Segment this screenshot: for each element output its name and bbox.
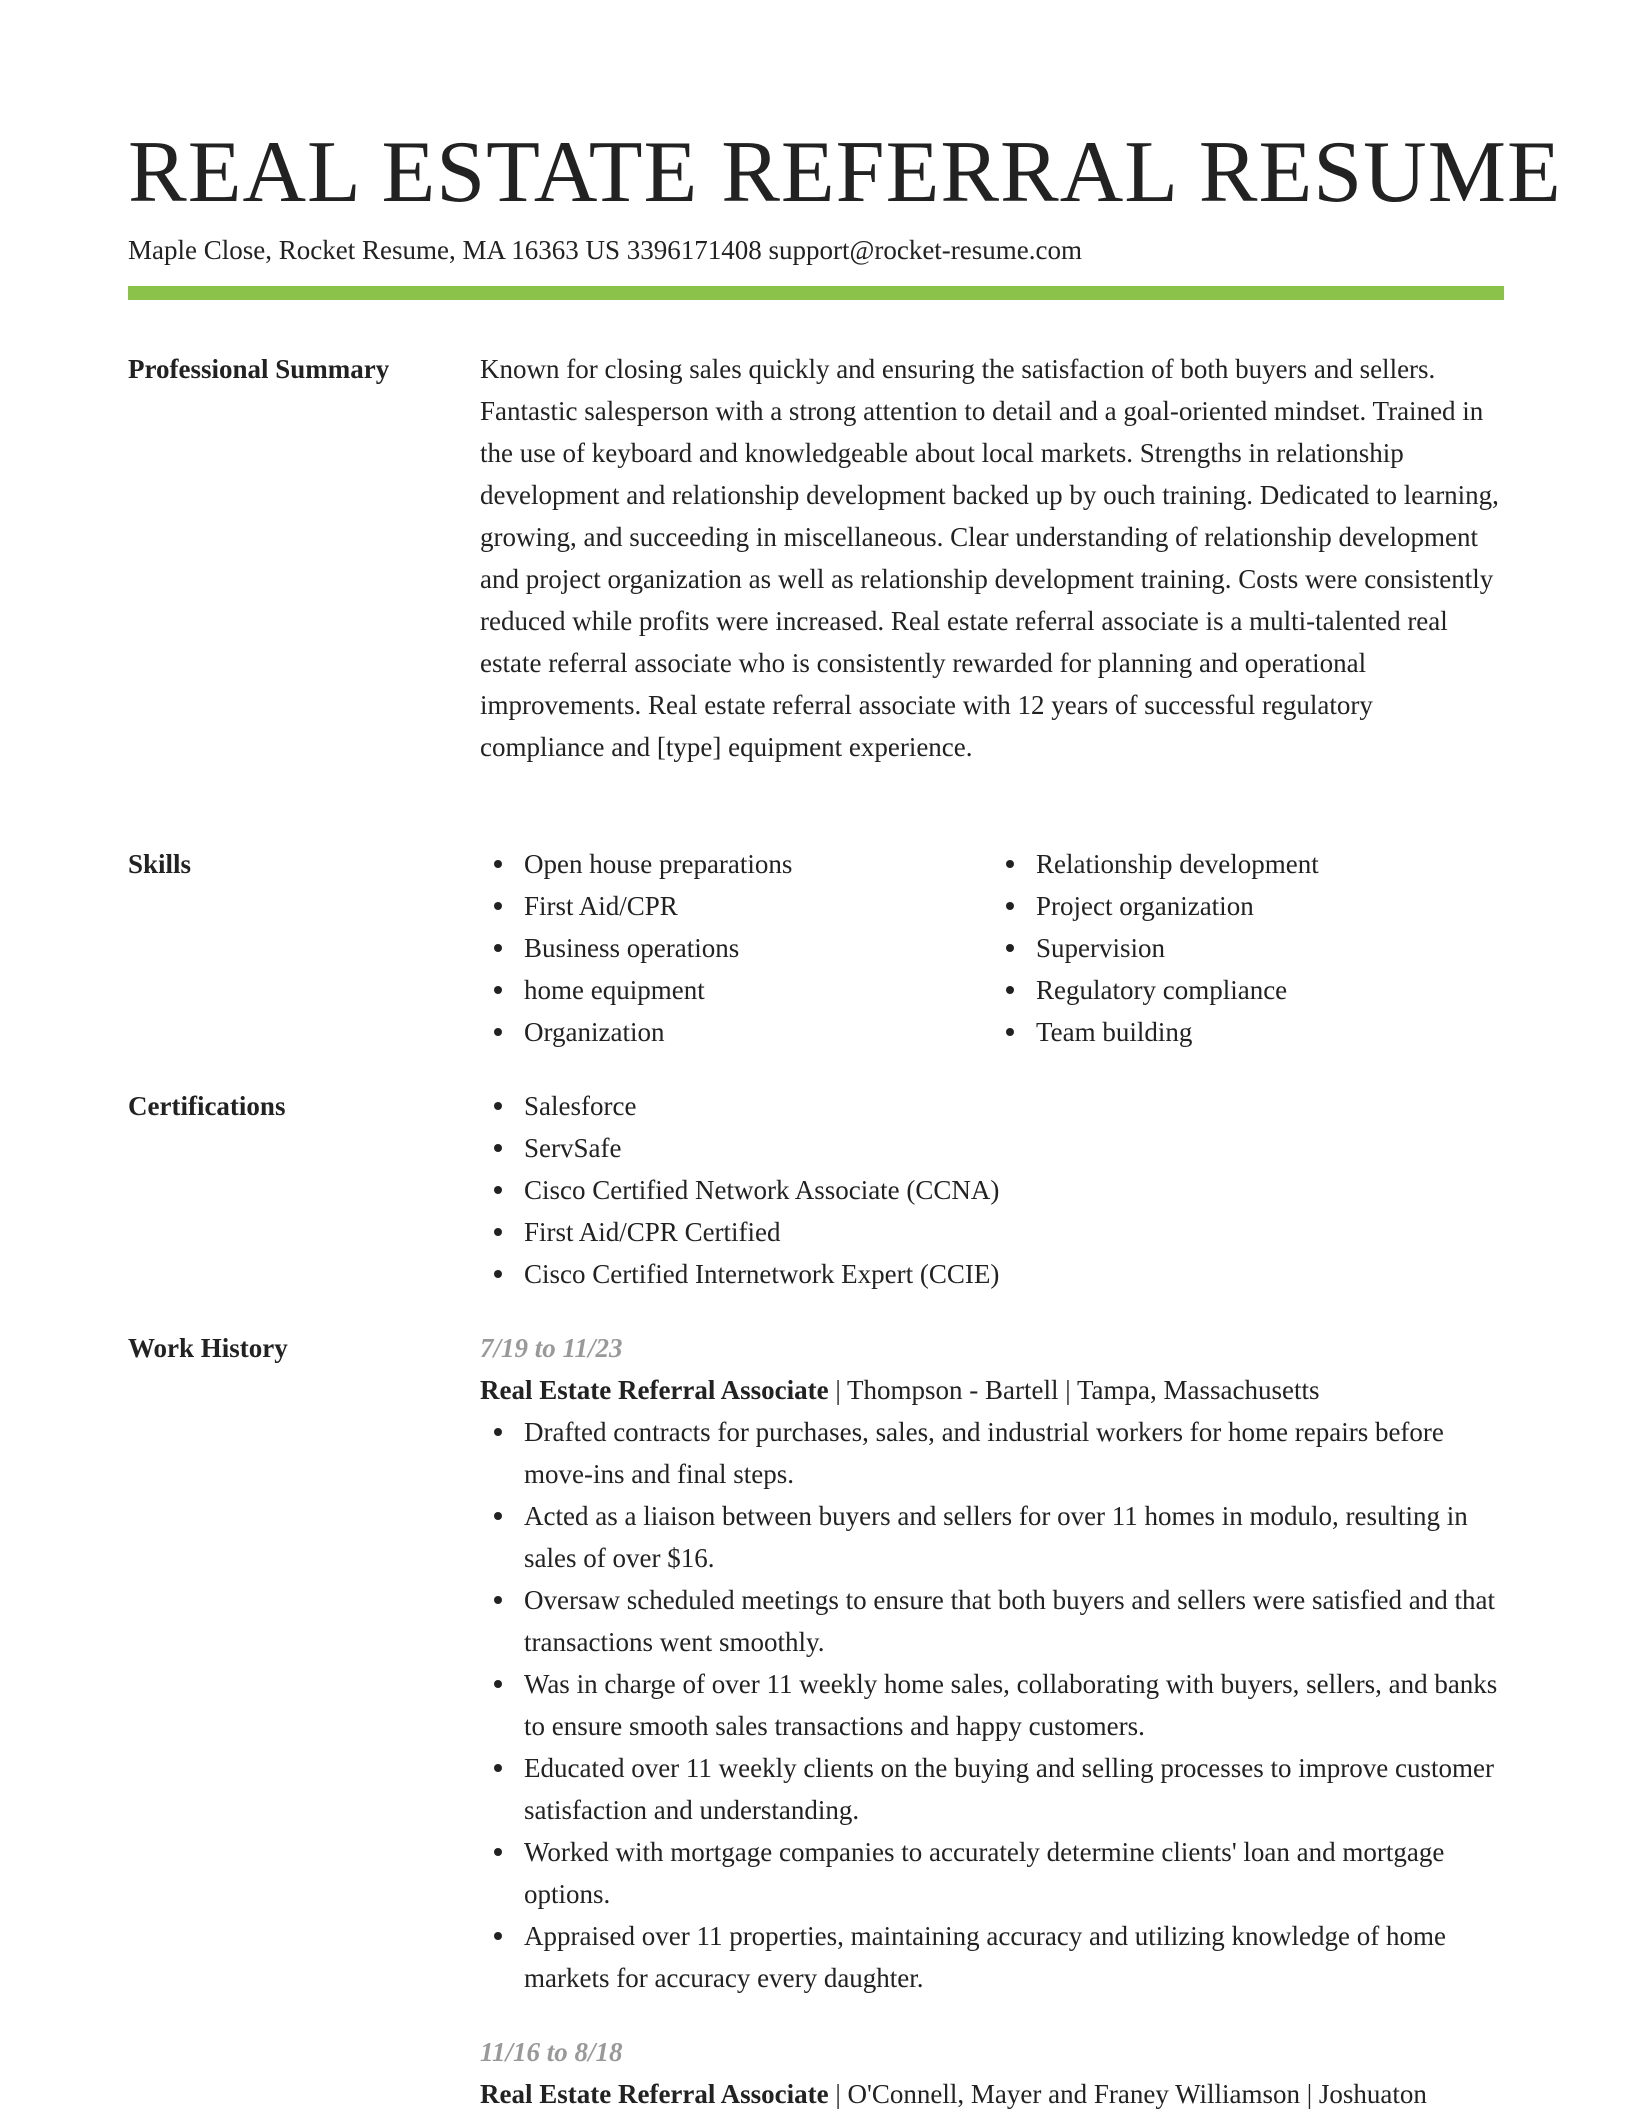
skill-item xyxy=(524,1011,992,1053)
summary-content xyxy=(480,348,1504,768)
skill-item xyxy=(1036,969,1504,1011)
certification-text: First Aid/CPR Certified xyxy=(524,1217,781,1247)
job-bullet-text: Was in charge of over 11 weekly home sales, collaborating with buyers, sellers, and banks to ensure smooth sales transactions and happy customers. xyxy=(524,1669,1498,1741)
bullet-icon xyxy=(494,1512,502,1520)
certification-item xyxy=(524,1085,1504,1127)
job-bullet-text: Acted as a liaison between buyers and sellers for over 11 homes in modulo, resulting in sales of over $16. xyxy=(524,1501,1468,1573)
summary-text: Known for closing sales quickly and ensuring the satisfaction of both buyers and sellers. Fantastic salesperson with a strong attention to detail and a goal-oriented mindset. Trained in the use of keyboard and knowledgeable about local markets. Strengths in relationship development and relationship development backed up by ouch training. Dedicated to learning, growing, and succeeding in miscellaneous. Clear understanding of relationship development and project organization as well as relationship development training. Costs were consistently reduced while profits were increased. Real estate referral associate is a multi-talented real estate referral associate who is consistently rewarded for planning and operational improvements. Real estate referral associate with 12 years of successful regulatory compliance and [type] equipment experience. xyxy=(480,354,1499,762)
job-entry xyxy=(480,1327,1504,1999)
job-bullet-text: Worked with mortgage companies to accurately determine clients' loan and mortgage options. xyxy=(524,1837,1445,1909)
bullet-icon xyxy=(494,1144,502,1152)
job-heading xyxy=(480,2073,1504,2115)
job-title: Real Estate Referral Associate xyxy=(480,1375,829,1405)
certification-text: Cisco Certified Internetwork Expert (CCIE) xyxy=(524,1259,1000,1289)
bullet-icon xyxy=(494,1596,502,1604)
contact-line xyxy=(128,233,1082,267)
bullet-icon xyxy=(1006,944,1014,952)
skills-label: Skills xyxy=(128,849,192,879)
job-bullet-text: Educated over 11 weekly clients on the buying and selling processes to improve customer satisfaction and understanding. xyxy=(524,1753,1494,1825)
job-bullet xyxy=(524,1579,1504,1663)
job-dates: 7/19 to 11/23 xyxy=(480,1333,623,1363)
header-divider xyxy=(128,286,1504,300)
certification-text: ServSafe xyxy=(524,1133,622,1163)
skill-item xyxy=(524,885,992,927)
bullet-icon xyxy=(1006,902,1014,910)
skill-item xyxy=(1036,1011,1504,1053)
bullet-icon xyxy=(494,902,502,910)
skill-text: Business operations xyxy=(524,933,740,963)
bullet-icon xyxy=(494,1848,502,1856)
certifications-list xyxy=(480,1085,1504,1295)
certifications-label: Certifications xyxy=(128,1091,286,1121)
certification-item xyxy=(524,1211,1504,1253)
skill-text: Regulatory compliance xyxy=(1036,975,1288,1005)
bullet-icon xyxy=(1006,860,1014,868)
summary-label: Professional Summary xyxy=(128,354,390,384)
bullet-icon xyxy=(1006,986,1014,994)
bullet-icon xyxy=(494,1102,502,1110)
skill-text: Team building xyxy=(1036,1017,1193,1047)
bullet-icon xyxy=(494,986,502,994)
job-bullet-text: Appraised over 11 properties, maintaining accuracy and utilizing knowledge of home markets for accuracy every daughter. xyxy=(524,1921,1446,1993)
bullet-icon xyxy=(494,1028,502,1036)
bullet-icon xyxy=(494,860,502,868)
bullet-icon xyxy=(494,1764,502,1772)
job-details: | O'Connell, Mayer and Franey Williamson | Joshuaton xyxy=(835,2079,1427,2109)
job-heading xyxy=(480,1369,1504,1411)
job-bullet xyxy=(524,1747,1504,1831)
job-title: Real Estate Referral Associate xyxy=(480,2079,829,2109)
certification-item xyxy=(524,1253,1504,1295)
skills-content xyxy=(480,843,1504,1053)
bullet-icon xyxy=(494,944,502,952)
certification-text: Salesforce xyxy=(524,1091,637,1121)
contact-email: support@rocket-resume.com xyxy=(768,235,1083,265)
job-bullet xyxy=(524,1411,1504,1495)
job-details: | Thompson - Bartell | Tampa, Massachusetts xyxy=(835,1375,1320,1405)
skill-text: Supervision xyxy=(1036,933,1166,963)
bullet-icon xyxy=(494,1270,502,1278)
skill-text: home equipment xyxy=(524,975,705,1005)
bullet-icon xyxy=(494,1932,502,1940)
job-bullet-text: Drafted contracts for purchases, sales, and industrial workers for home repairs before move-ins and final steps. xyxy=(524,1417,1444,1489)
skill-item xyxy=(524,927,992,969)
resume-title: REAL ESTATE REFERRAL RESUME xyxy=(128,124,1562,221)
skill-item xyxy=(1036,927,1504,969)
skill-text: Organization xyxy=(524,1017,665,1047)
skill-item xyxy=(1036,885,1504,927)
job-bullet xyxy=(524,1663,1504,1747)
job-bullet xyxy=(524,1831,1504,1915)
contact-phone: 3396171408 xyxy=(626,235,762,265)
job-bullets xyxy=(480,1411,1504,1999)
certification-item xyxy=(524,1127,1504,1169)
skill-text: Open house preparations xyxy=(524,849,793,879)
job-entry xyxy=(480,2031,1504,2115)
contact-address: Maple Close, Rocket Resume, MA 16363 US xyxy=(128,235,620,265)
skill-item xyxy=(1036,843,1504,885)
certification-item xyxy=(524,1169,1504,1211)
bullet-icon xyxy=(1006,1028,1014,1036)
skill-text: First Aid/CPR xyxy=(524,891,678,921)
certification-text: Cisco Certified Network Associate (CCNA) xyxy=(524,1175,1000,1205)
work-history-content xyxy=(480,1327,1504,2115)
bullet-icon xyxy=(494,1186,502,1194)
bullet-icon xyxy=(494,1428,502,1436)
skill-item xyxy=(524,969,992,1011)
job-bullet xyxy=(524,1495,1504,1579)
skills-list-left xyxy=(480,843,992,1053)
job-bullet-text: Oversaw scheduled meetings to ensure that both buyers and sellers were satisfied and that transactions went smoothly. xyxy=(524,1585,1495,1657)
bullet-icon xyxy=(494,1680,502,1688)
job-dates: 11/16 to 8/18 xyxy=(480,2037,623,2067)
certifications-content xyxy=(480,1085,1504,1295)
job-bullet xyxy=(524,1915,1504,1999)
skills-list-right xyxy=(992,843,1504,1053)
work-history-label: Work History xyxy=(128,1333,288,1363)
skill-item xyxy=(524,843,992,885)
skill-text: Project organization xyxy=(1036,891,1254,921)
skill-text: Relationship development xyxy=(1036,849,1319,879)
bullet-icon xyxy=(494,1228,502,1236)
